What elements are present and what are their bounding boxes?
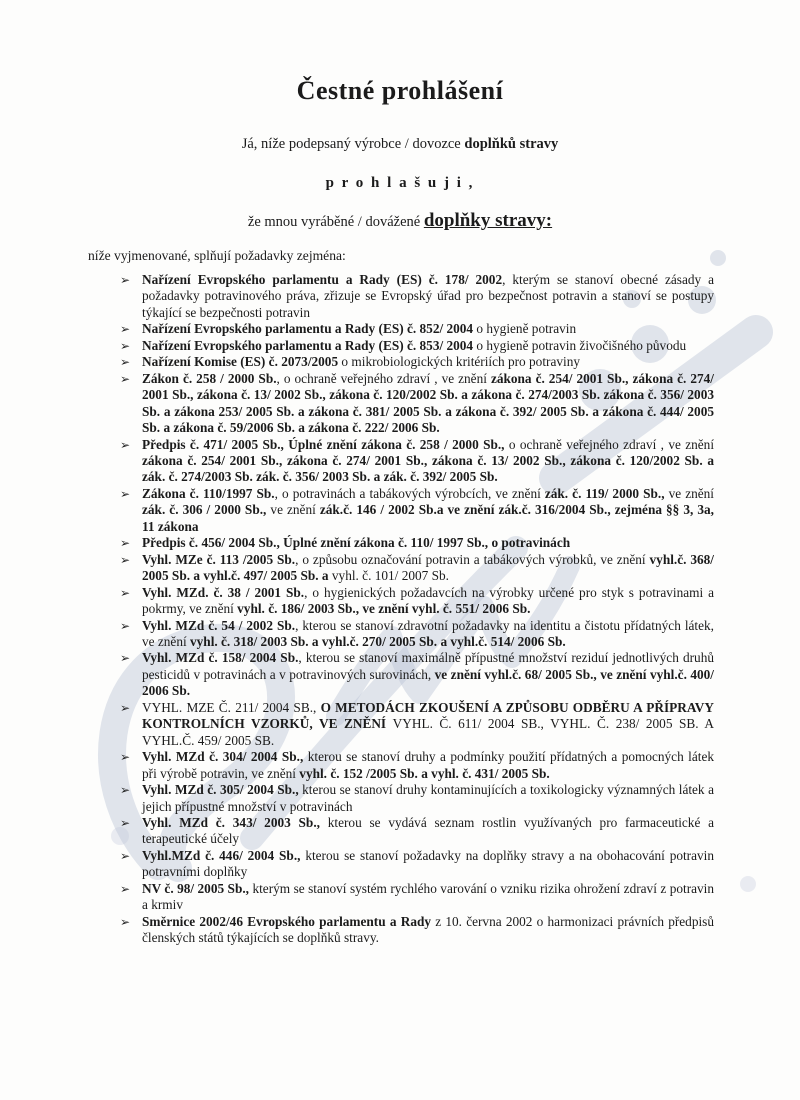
text-segment: kterou se stanoví druhy kontaminujících a toxikologicky významných látek a jejich přípustné množství v potravinách (142, 782, 714, 814)
text-segment: , kterou se stanoví maximálně přípustné množství reziduí jednotlivých druhů pesticidů v potravinách a v potravinových surovinách, (142, 650, 714, 682)
text-segment: Vyhl.MZd č. 446/ 2004 Sb., (142, 847, 301, 863)
list-item (120, 881, 714, 914)
text-segment: vyhl. č. 318/ 2003 Sb. a vyhl.č. 270/ 2005 Sb. a vyhl.č. 514/ 2006 Sb. (190, 633, 566, 649)
text-segment: O METODÁCH ZKOUŠENÍ A ZPŮSOBU ODBĚRU A PŘÍPRAVY KONTROLNÍCH VZORKŮ, VE ZNĚNÍ (142, 699, 715, 732)
list-item-text (142, 321, 714, 337)
arrow-bullet-icon: ➢ (120, 914, 131, 929)
document-title: Čestné prohlášení (296, 76, 504, 105)
text-segment: z 10. června 2002 o harmonizaci právních předpisů členských států týkajících se doplňků stravy. (142, 913, 714, 946)
list-item (120, 815, 714, 848)
text-segment: Zákon č. 258 / 2000 Sb. (142, 370, 277, 386)
list-item (120, 321, 714, 337)
list-item (120, 486, 714, 535)
text-segment: Nařízení Evropského parlamentu a Rady (ES) č. 852/ 2004 (142, 321, 474, 337)
text-segment: doplňků stravy (464, 136, 559, 152)
list-item (120, 552, 714, 585)
text-segment: , o ochraně veřejného zdraví , ve znění (276, 370, 491, 386)
arrow-bullet-icon: ➢ (120, 783, 131, 798)
list-item (120, 354, 714, 370)
text-segment: Já, níže podepsaný výrobce / dovozce (241, 136, 465, 152)
text-segment: , kterou se stanoví zdravotní požadavky na identitu a čistotu přídatných látek, ve znění (142, 617, 714, 649)
list-item-text (142, 881, 714, 914)
list-item-text (142, 535, 714, 551)
text-segment: Vyhl. MZd č. 158/ 2004 Sb. (142, 650, 299, 666)
text-segment: zák. č. 306 / 2000 Sb., (142, 502, 267, 518)
arrow-bullet-icon: ➢ (120, 700, 131, 715)
text-segment: NV č. 98/ 2005 Sb., (142, 880, 250, 896)
text-segment: o hygieně potravin (473, 321, 577, 337)
list-item (120, 371, 714, 437)
list-item (120, 650, 714, 699)
list-item (120, 437, 714, 486)
text-segment: vyhl. č. 152 /2005 Sb. a vyhl. č. 431/ 2005 Sb. (299, 765, 550, 781)
text-segment: zákona č. 254/ 2001 Sb., zákona č. 274/ 2001 Sb., zákona č. 13/ 2002 Sb., zákona č. 120/2002 Sb. a zák. č. 274/2003 Sb. zák. č. 356/ 2003 Sb. a zák. č. 392/ 2005 Sb. (142, 452, 714, 485)
text-segment: Předpis č. 456/ 2004 Sb., Úplné znění zákona č. 110/ 1997 Sb., o potravinách (142, 535, 571, 551)
text-segment: Zákona č. 110/1997 Sb. (142, 485, 275, 501)
text-segment: Vyhl. MZd č. 305/ 2004 Sb., (142, 782, 299, 798)
list-item-text (142, 585, 714, 618)
arrow-bullet-icon: ➢ (120, 585, 131, 600)
list-item (120, 535, 714, 551)
text-segment: vyhl.č. 368/ 2005 Sb. a vyhl.č. 497/ 2005 Sb. a (142, 551, 714, 584)
list-item (120, 914, 714, 947)
arrow-bullet-icon: ➢ (120, 552, 131, 567)
list-item (120, 848, 714, 881)
arrow-bullet-icon: ➢ (120, 815, 131, 830)
list-item-text (142, 650, 714, 699)
list-item-text (142, 486, 714, 535)
arrow-bullet-icon: ➢ (120, 371, 131, 386)
text-segment: o ochraně veřejného zdraví , ve znění (504, 436, 715, 452)
list-item-text (142, 338, 714, 354)
list-item (120, 782, 714, 815)
regulations-list (120, 272, 714, 947)
list-item (120, 618, 714, 651)
text-segment: ve znění vyhl.č. 68/ 2005 Sb., ve znění vyhl.č. 400/ 2006 Sb. (142, 666, 714, 699)
text-segment: , o potravinách a tabákových výrobcích, ve znění (274, 485, 545, 501)
text-segment: Vyhl. MZd č. 343/ 2003 Sb., (142, 814, 320, 830)
arrow-bullet-icon: ➢ (120, 355, 131, 370)
list-item-text (142, 618, 714, 651)
text-segment: zák. č. 119/ 2000 Sb., (544, 485, 665, 501)
list-item-text (142, 749, 714, 782)
text-segment: kterou se stanoví požadavky na doplňky stravy a na obohacování potravin potravními doplňky (142, 847, 715, 880)
text-segment: že mnou vyráběné / dovážené (247, 214, 424, 230)
list-item-text (142, 815, 714, 848)
text-segment: kterým se stanoví systém rychlého varování o vzniku rizika ohrožení zdraví z potravin a krmiv (142, 880, 715, 913)
text-segment: Nařízení Komise (ES) č. 2073/2005 (142, 354, 339, 370)
arrow-bullet-icon: ➢ (120, 322, 131, 337)
intro-line (0, 136, 800, 153)
arrow-bullet-icon: ➢ (120, 618, 131, 633)
text-segment: Vyhl. MZd č. 304/ 2004 Sb., (142, 749, 304, 765)
list-item-text (142, 371, 714, 437)
subject-line (0, 210, 800, 232)
list-item (120, 272, 714, 321)
list-item-text (142, 552, 714, 585)
arrow-bullet-icon: ➢ (120, 750, 131, 765)
list-item (120, 338, 714, 354)
arrow-bullet-icon: ➢ (120, 536, 131, 551)
list-item-text (142, 700, 714, 749)
arrow-bullet-icon: ➢ (120, 338, 131, 353)
text-segment: , o hygienických požadavcích na výrobky určené pro styk s potravinami a pokrmy, ve znění (142, 584, 715, 617)
text-segment: Vyhl. MZe č. 113 /2005 Sb. (142, 551, 296, 567)
text-segment: ve znění (664, 485, 714, 501)
arrow-bullet-icon: ➢ (120, 486, 131, 501)
list-item (120, 749, 714, 782)
text-segment: Předpis č. 471/ 2005 Sb., Úplné znění zákona č. 258 / 2000 Sb., (142, 436, 505, 452)
text-segment: ve znění (266, 502, 320, 518)
arrow-bullet-icon: ➢ (120, 848, 131, 863)
text-segment: VYHL. Č. 611/ 2004 SB., VYHL. Č. 238/ 2005 SB. A VYHL.Č. 459/ 2005 SB. (142, 716, 714, 748)
text-segment: zákona č. 254/ 2001 Sb., zákona č. 274/ 2001 Sb., zákona č. 13/ 2002 Sb., zákona č. 120/2002 Sb. a zákona č. 274/2003 Sb. zákona č. 356/ 2003 Sb. a zákona 253/ 2005 Sb. a zákona č. 381/ 2005 Sb. a zákona č. 392/ 2005 Sb. a zákona č. 444/ 2005 Sb. a zákona č. 59/2006 Sb. a zákona č. 222/ 2006 Sb. (142, 370, 714, 436)
text-segment: vyhl. č. 186/ 2003 Sb., ve znění vyhl. č. 551/ 2006 Sb. (237, 601, 531, 617)
list-item-text (142, 782, 714, 815)
text-segment: Směrnice 2002/46 Evropského parlamentu a Rady (142, 913, 432, 929)
arrow-bullet-icon: ➢ (120, 437, 131, 452)
text-segment: , kterým se stanoví obecné zásady a požadavky potravinového práva, zřizuje se Evropský úřad pro bezpečnost potravin a stanoví se postupy týkající se bezpečnosti potravin (142, 272, 714, 320)
list-item-text (142, 848, 714, 881)
list-item-text (142, 437, 714, 486)
text-segment: Nařízení Evropského parlamentu a Rady (ES) č. 178/ 2002 (142, 272, 503, 287)
list-item-text (142, 272, 714, 321)
criteria-line: níže vyjmenované, splňují požadavky zejména: (88, 248, 346, 263)
text-segment: o mikrobiologických kritériích pro potraviny (338, 354, 580, 370)
text-segment: kterou se vydává seznam rostlin využívaných pro farmaceutické a terapeutické účely (142, 814, 715, 847)
text-segment: , o způsobu označování potravin a tabákových výrobků, ve znění (295, 551, 650, 567)
arrow-bullet-icon: ➢ (120, 651, 131, 666)
text-segment: kterou se stanoví druhy a podmínky použití přídatných a pomocných látek při výrobě potravin, ve znění (142, 749, 715, 781)
list-item-text (142, 914, 714, 947)
text-segment: Vyhl. MZd. č. 38 / 2001 Sb. (142, 584, 305, 600)
text-segment: Vyhl. MZd č. 54 / 2002 Sb. (142, 617, 296, 633)
text-segment: vyhl. č. 101/ 2007 Sb. (331, 568, 449, 584)
list-item-text (142, 354, 714, 370)
text-segment: doplňky stravy: (423, 210, 553, 231)
list-item (120, 585, 714, 618)
arrow-bullet-icon: ➢ (120, 881, 131, 896)
declaration-word: p r o h l a š u j i , (325, 175, 475, 191)
list-item (120, 700, 714, 749)
text-segment: VYHL. MZE Č. 211/ 2004 SB., (142, 699, 321, 715)
text-segment: zák.č. 146 / 2002 Sb.a ve znění zák.č. 316/2004 Sb., zejména §§ 3, 3a, 11 zákona (142, 502, 714, 534)
arrow-bullet-icon: ➢ (120, 273, 131, 287)
text-segment: Nařízení Evropského parlamentu a Rady (ES) č. 853/ 2004 (142, 337, 474, 353)
text-segment: o hygieně potravin živočišného původu (473, 337, 687, 353)
